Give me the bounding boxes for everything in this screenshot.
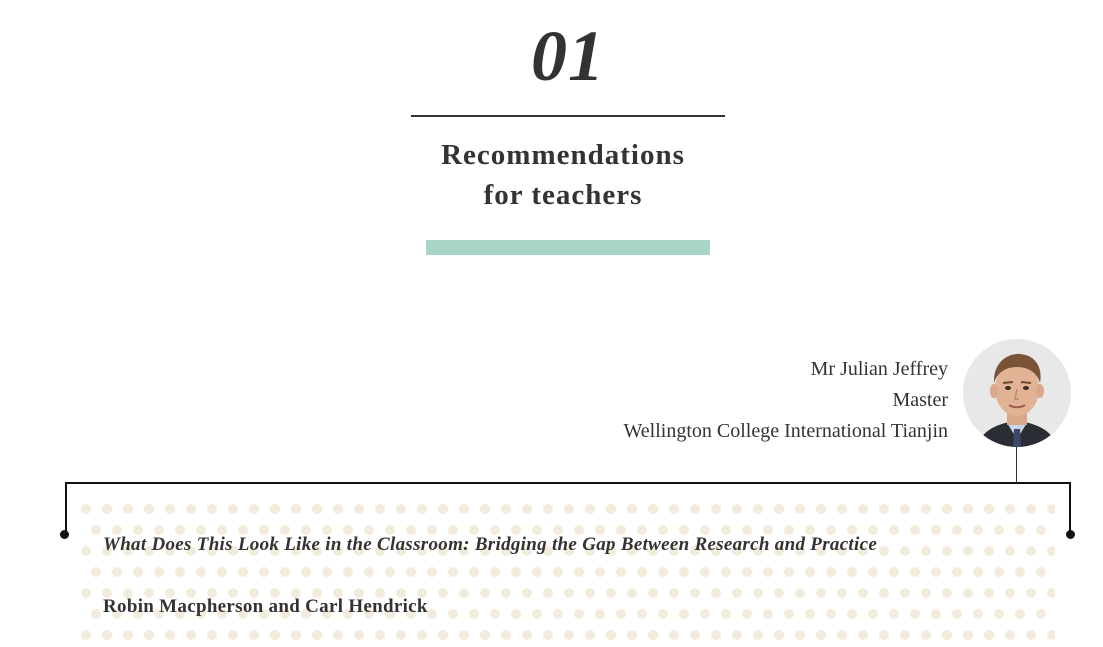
title-divider bbox=[411, 115, 725, 117]
section-number: 01 bbox=[531, 16, 605, 96]
avatar bbox=[963, 339, 1071, 447]
book-panel-background bbox=[80, 503, 1055, 647]
section-title bbox=[363, 135, 763, 215]
book-title: What Does This Look Like in the Classroom: Bridging the Gap Between Research and Practice bbox=[103, 534, 878, 555]
portrait-image bbox=[963, 339, 1071, 447]
section-title-line-2: for teachers bbox=[483, 179, 643, 211]
bracket-right-dot bbox=[1066, 530, 1075, 539]
book-authors: Robin Macpherson and Carl Hendrick bbox=[103, 596, 428, 617]
connector-line bbox=[1016, 447, 1017, 483]
bracket-left-dot bbox=[60, 530, 69, 539]
section-title-line-1: Recommendations bbox=[441, 139, 685, 171]
accent-bar bbox=[426, 240, 710, 255]
bracket-top-line bbox=[65, 482, 1071, 484]
dot-pattern bbox=[80, 503, 1055, 647]
bracket-right-line bbox=[1069, 482, 1071, 534]
bracket-left-line bbox=[65, 482, 67, 534]
author-role: Master bbox=[892, 389, 948, 411]
author-name: Mr Julian Jeffrey bbox=[810, 358, 948, 380]
author-organization: Wellington College International Tianjin bbox=[623, 420, 948, 442]
author-info bbox=[624, 354, 948, 447]
